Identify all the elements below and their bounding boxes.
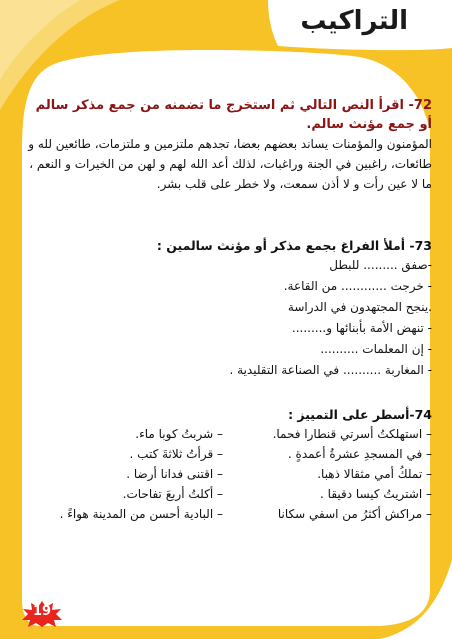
exercise-74-item: – تملكُ أمي مثقالا ذهبا. <box>317 467 432 481</box>
exercise-73-item: -صفق ......... للبطل <box>329 258 432 272</box>
exercise-73-list <box>20 255 432 381</box>
page-content <box>20 96 432 524</box>
exercise-74-item: – استهلكتُ أسرتي قنطارا فحما. <box>272 427 432 441</box>
exercise-74-prompt: 74-أسطر على التمييز : <box>288 407 432 422</box>
exercise-74-item: – اشتريتُ كيسا دقيقا . <box>320 487 432 501</box>
exercise-74-item: – أكلتُ أربعَ تفاحات. <box>122 487 223 501</box>
exercise-73-item: - خرجت ............ من القاعة. <box>283 279 432 293</box>
page-number-badge <box>22 601 62 627</box>
exercise-74-item: – شربتُ كوبا ماء. <box>135 427 223 441</box>
exercise-73-item: - إن المعلمات .......... <box>320 342 432 356</box>
exercise-73-item: - تنهض الأمة بأبنائها و......... <box>291 321 432 335</box>
exercise-72-prompt: 72- اقرأ النص التالي ثم استخرج ما تضمنه من جمع مذكر سالم أو جمع مؤنث سالم. <box>35 98 432 132</box>
exercise-73-item: .ينجح المجتهدون في الدراسة <box>287 300 432 314</box>
exercise-74-list <box>20 424 432 524</box>
exercise-74-item: – البادية أحسن من المدينة هواءً . <box>59 507 223 521</box>
exercise-74-item: – في المسجدِ عشرةُ أعمدةٍ . <box>287 447 432 461</box>
exercise-74-item: – اقتنى فدانا أرضا . <box>126 467 223 481</box>
page-number: 19 <box>32 604 52 619</box>
page-title: التراكيب <box>300 6 408 36</box>
exercise-72-passage: المؤمنون والمؤمنات يساند بعضهم بعضا، تجدهم ملتزمين و ملتزمات، طائعين لله و طائعات، راغبين في الجنة وراغبات، لذلك أعد الله لهم و لهن من الخيرات و النعم ، ما لا عين رأت و لا أذن سمعت، ولا خطر على قلب بشر. <box>28 137 432 191</box>
exercise-74-item: – قرأتُ ثلاثةَ كتب . <box>129 447 223 461</box>
exercise-74-item: – مراكش أكثرُ من اسفي سكانا <box>277 507 432 521</box>
exercise-73-prompt: 73- أملأ الفراغ بجمع مذكر أو مؤنث سالمين : <box>156 238 432 253</box>
exercise-73-item: - المغاربة .......... في الصناعة التقليدية . <box>229 363 432 377</box>
